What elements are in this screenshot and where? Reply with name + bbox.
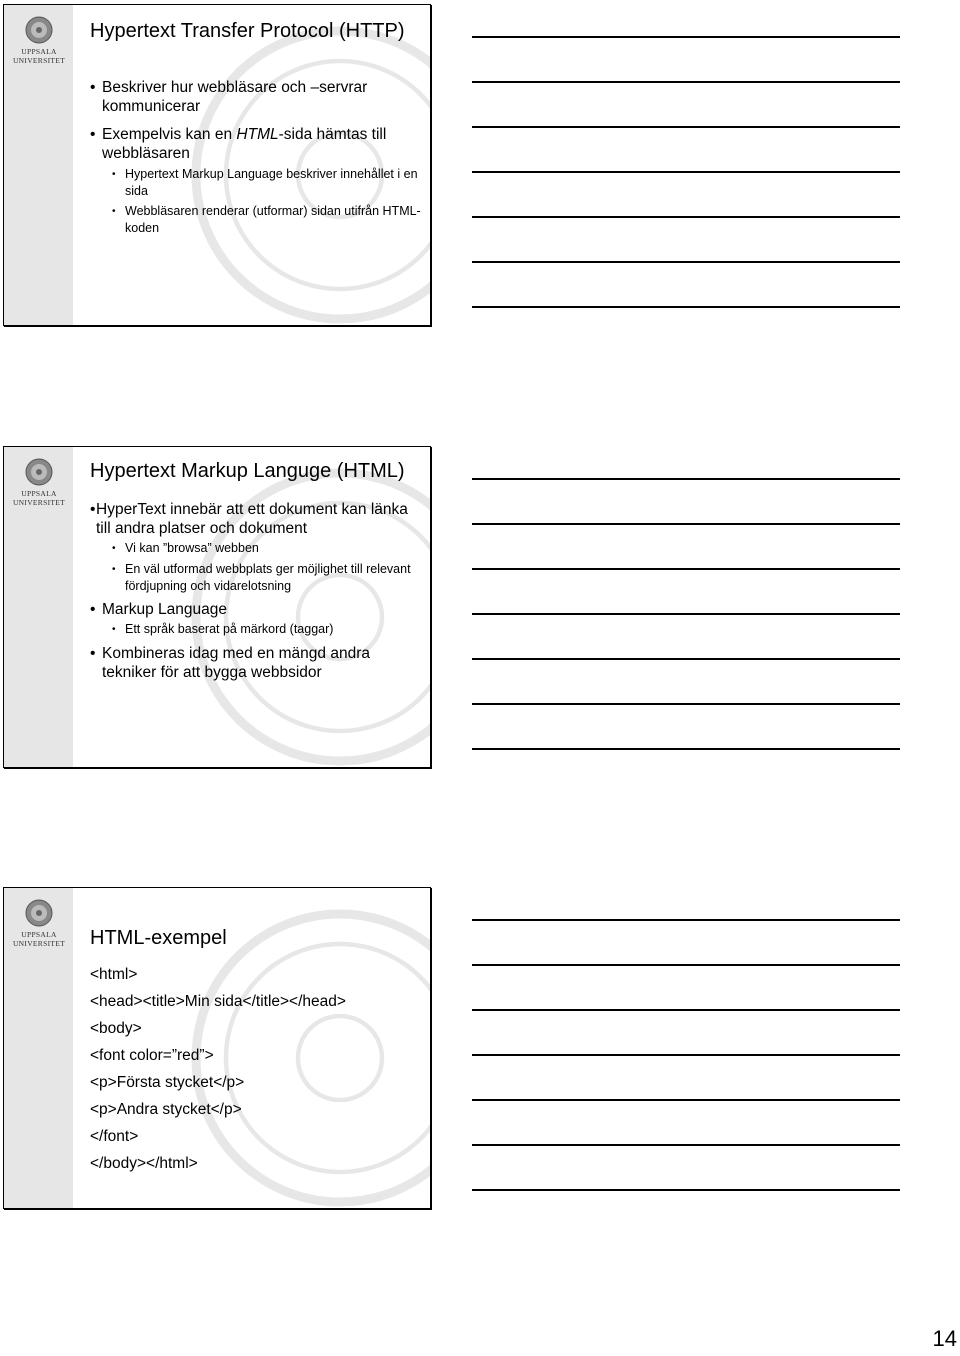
code-line: </body></html>	[90, 1155, 198, 1172]
sub-bullet-item: • Ett språk baserat på märkord (taggar)	[90, 621, 424, 638]
notes-lines	[472, 36, 900, 308]
code-line: <p>Andra stycket</p>	[90, 1101, 242, 1118]
bullet-item: • HyperText innebär att ett dokument kan länka till andra platser och dokument	[90, 500, 424, 538]
slide-3	[3, 887, 431, 1209]
slide-title: HTML-exempel	[90, 927, 227, 949]
university-crest-icon	[25, 457, 53, 487]
notes-lines	[472, 919, 900, 1191]
code-line: <body>	[90, 1020, 142, 1037]
slide-title: Hypertext Markup Languge (HTML)	[90, 460, 405, 482]
code-line: <font color=”red”>	[90, 1047, 214, 1064]
code-line: <html>	[90, 966, 138, 983]
sub-bullet-item: • En väl utformad webbplats ger möjlighet till relevant fördjupning och vidarelotsning	[90, 561, 424, 595]
university-crest-icon	[25, 15, 53, 45]
logo-text: UPPSALA UNIVERSITET	[12, 489, 66, 507]
bullet-item: • Markup Language	[90, 600, 424, 619]
uppsala-logo	[10, 15, 68, 65]
bullet-item: • Kombineras idag med en mängd andra tekniker för att bygga webbsidor	[90, 644, 424, 682]
slide-1	[3, 4, 431, 326]
sub-bullet-item: • Webbläsaren renderar (utformar) sidan utifrån HTML-koden	[90, 203, 424, 237]
bullet-item: • Beskriver hur webbläsare och –servrar kommunicerar	[90, 78, 424, 116]
logo-text: UPPSALA UNIVERSITET	[12, 930, 66, 948]
code-line: <head><title>Min sida</title></head>	[90, 993, 346, 1010]
sub-bullet-item: • Hypertext Markup Language beskriver innehållet i en sida	[90, 166, 424, 200]
university-crest-icon	[25, 898, 53, 928]
page-number: 14	[932, 1326, 957, 1351]
slide-title: Hypertext Transfer Protocol (HTTP)	[90, 20, 405, 42]
slide-2	[3, 446, 431, 768]
bullet-item: • Exempelvis kan en HTML-sida hämtas till webbläsaren	[90, 125, 424, 163]
uppsala-logo	[10, 457, 68, 507]
notes-lines	[472, 478, 900, 750]
code-line: </font>	[90, 1128, 139, 1145]
uppsala-logo	[10, 898, 68, 948]
code-line: <p>Första stycket</p>	[90, 1074, 245, 1091]
logo-text: UPPSALA UNIVERSITET	[12, 47, 66, 65]
sub-bullet-item: • Vi kan ”browsa” webben	[90, 540, 424, 557]
